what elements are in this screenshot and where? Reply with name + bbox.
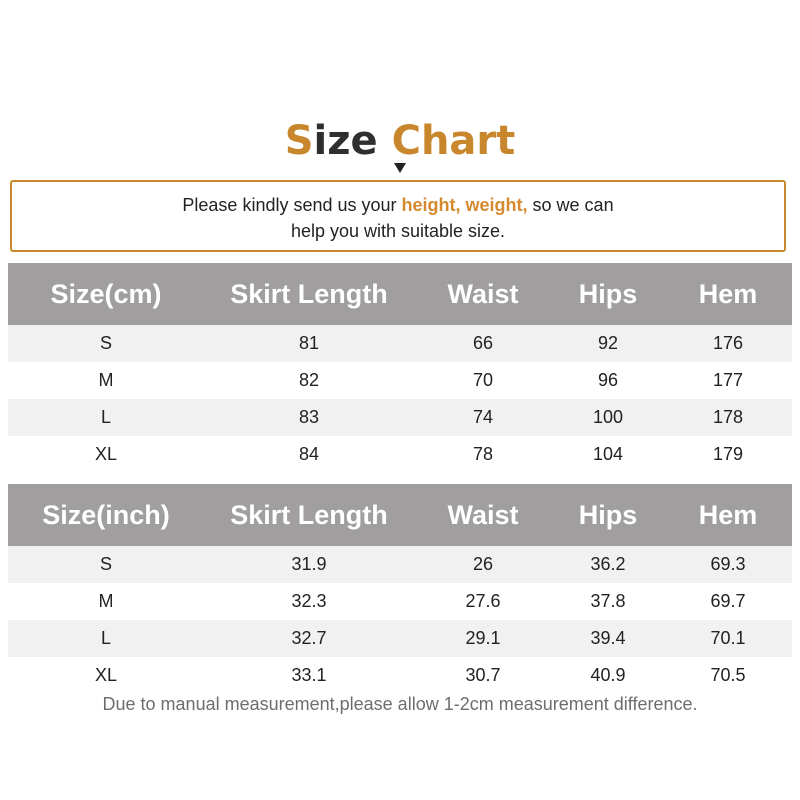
cell-waist: 29.1 (414, 620, 552, 657)
cell-waist: 26 (414, 546, 552, 583)
cell-waist: 66 (414, 325, 552, 362)
cell-hips: 104 (552, 436, 664, 473)
notice-box (10, 180, 786, 252)
cell-hem: 70.5 (664, 657, 792, 694)
cell-size: XL (8, 657, 204, 694)
cell-skirt-length: 81 (204, 325, 414, 362)
header-size: Size(cm) (8, 263, 204, 325)
cell-size: L (8, 620, 204, 657)
cell-hem: 176 (664, 325, 792, 362)
measurement-disclaimer: Due to manual measurement,please allow 1-2cm measurement difference. (102, 694, 698, 714)
cell-waist: 74 (414, 399, 552, 436)
notice-line-2: help you with suitable size. (290, 221, 506, 241)
notice-line-1 (12, 192, 784, 218)
cell-hips: 39.4 (552, 620, 664, 657)
table-row (8, 362, 792, 399)
title-rest-word: ize (313, 118, 392, 164)
cell-hem: 69.7 (664, 583, 792, 620)
cell-size: S (8, 325, 204, 362)
cell-skirt-length: 82 (204, 362, 414, 399)
cell-waist: 30.7 (414, 657, 552, 694)
cell-skirt-length: 83 (204, 399, 414, 436)
cell-waist: 70 (414, 362, 552, 399)
cell-size: XL (8, 436, 204, 473)
table-row (8, 325, 792, 362)
page-title (0, 118, 800, 164)
cell-size: L (8, 399, 204, 436)
cell-hips: 100 (552, 399, 664, 436)
cell-hips: 92 (552, 325, 664, 362)
table-row (8, 657, 792, 694)
notice-before: Please kindly send us your (182, 195, 402, 215)
title-first-letter: S (284, 118, 314, 164)
header-hips: Hips (552, 484, 664, 546)
header-skirt-length: Skirt Length (204, 263, 414, 325)
header-hips: Hips (552, 263, 664, 325)
notice-after: so we can (527, 195, 614, 215)
size-table-cm (8, 263, 792, 473)
cell-skirt-length: 33.1 (204, 657, 414, 694)
cell-hem: 69.3 (664, 546, 792, 583)
cell-hem: 178 (664, 399, 792, 436)
table-header-row (8, 263, 792, 325)
header-size: Size(inch) (8, 484, 204, 546)
cell-size: M (8, 362, 204, 399)
cell-hips: 96 (552, 362, 664, 399)
cell-waist: 78 (414, 436, 552, 473)
cell-hips: 36.2 (552, 546, 664, 583)
cell-hem: 179 (664, 436, 792, 473)
down-arrow-icon (394, 163, 406, 173)
notice-highlight: height, weight, (401, 195, 528, 215)
title-second-word: Chart (391, 118, 516, 164)
table-row (8, 583, 792, 620)
header-hem: Hem (664, 263, 792, 325)
cell-skirt-length: 31.9 (204, 546, 414, 583)
header-skirt-length: Skirt Length (204, 484, 414, 546)
header-hem: Hem (664, 484, 792, 546)
header-waist: Waist (414, 263, 552, 325)
cell-waist: 27.6 (414, 583, 552, 620)
table-row (8, 399, 792, 436)
header-waist: Waist (414, 484, 552, 546)
size-table-inch (8, 484, 792, 694)
cell-skirt-length: 32.7 (204, 620, 414, 657)
table-row (8, 620, 792, 657)
cell-skirt-length: 32.3 (204, 583, 414, 620)
cell-hem: 70.1 (664, 620, 792, 657)
cell-skirt-length: 84 (204, 436, 414, 473)
cell-hips: 37.8 (552, 583, 664, 620)
table-row (8, 436, 792, 473)
table-row (8, 546, 792, 583)
cell-size: S (8, 546, 204, 583)
cell-size: M (8, 583, 204, 620)
cell-hips: 40.9 (552, 657, 664, 694)
cell-hem: 177 (664, 362, 792, 399)
table-header-row (8, 484, 792, 546)
